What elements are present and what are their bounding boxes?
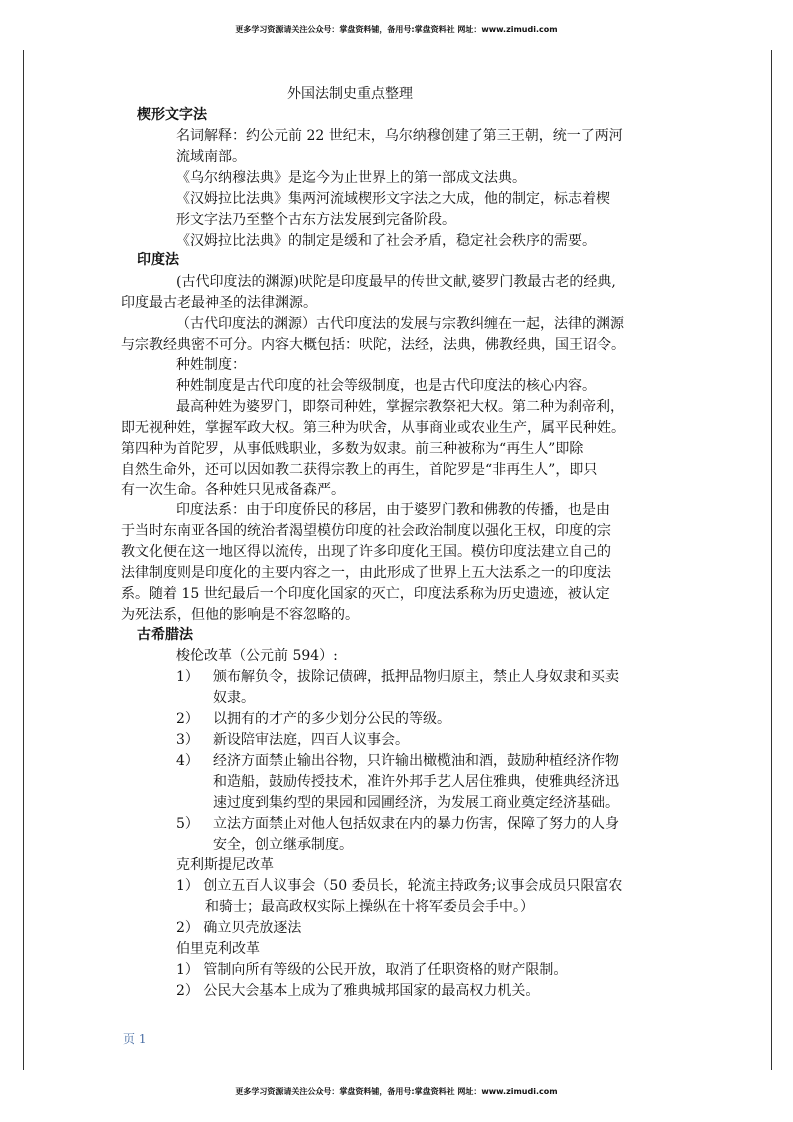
section-heading-indian-law: 印度法 [137,252,179,268]
paragraph-line: 第四种为首陀罗，从事低贱职业，多数为奴隶。前三种被称为“再生人”即除 [121,441,584,457]
page-header: 更多学习资源请关注公众号：掌盘资料铺，备用号:掌盘资料社 网址：www.zimudi.com [235,25,558,34]
subheading-cleisthenes-reform: 克利斯提尼改革 [176,857,274,873]
section-heading-cuneiform-law: 楔形文字法 [137,107,207,123]
paragraph-line: 形文字法乃至整个古东方法发展到完备阶段。 [176,212,456,228]
paragraph-line: 有一次生命。各种姓只见戒备森严。 [121,482,345,498]
paragraph-line: (古代印度法的渊源)吠陀是印度最早的传世文献,婆罗门教最古老的经典, [176,274,616,290]
page-footer: 更多学习资源请关注公众号：掌盘资料铺，备用号:掌盘资料社 网址：www.zimudi.com [235,1087,558,1096]
paragraph-line: 为死法系，但他的影响是不容忽略的。 [121,607,359,623]
list-item-line: 立法方面禁止对他人包括奴隶在内的暴力伤害，保障了努力的人身 [213,816,619,832]
section-heading-ancient-greek-law: 古希腊法 [137,627,193,643]
list-item-line: 和骑士；最高政权实际上操纵在十将军委员会手中。） [205,899,534,915]
list-item-line: 速过度到集约型的果园和园圃经济，为发展工商业奠定经济基础。 [213,795,619,811]
paragraph-line: 《汉姆拉比法典》的制定是缓和了社会矛盾，稳定社会秩序的需要。 [176,233,596,249]
list-item-line: 2） 确立贝壳放逐法 [176,920,302,936]
left-border-line [23,50,24,1070]
list-item-line: 1） 管制向所有等级的公民开放，取消了任职资格的财产限制。 [176,962,568,978]
list-item-line: 新设陪审法庭，四百人议事会。 [213,732,409,748]
list-number: 1） [176,669,199,685]
list-number: 4） [176,753,199,769]
list-number: 2） [176,711,199,727]
paragraph-line: 于当时东南亚各国的统治者渴望模仿印度的社会政治制度以强化王权，印度的宗 [121,523,611,539]
list-item-line: 奴隶。 [213,690,255,706]
list-item-line: 1） 创立五百人议事会（50 委员长，轮流主持政务;议事会成员只限富农 [176,878,623,894]
subheading-solon-reform: 梭伦改革（公元前 594）: [176,648,338,664]
paragraph-line: 自然生命外，还可以因如教二获得宗教上的再生，首陀罗是“非再生人”，即只 [121,462,598,478]
list-item-line: 安全，创立继承制度。 [213,837,353,853]
paragraph-line: 最高种姓为婆罗门，即祭司种姓，掌握宗教祭祀大权。第二种为刹帝利， [176,399,624,415]
subheading-pericles-reform: 伯里克利改革 [176,941,260,957]
paragraph-line: 教文化便在这一地区得以流传，出现了许多印度化王国。模仿印度法建立自己的 [121,544,611,560]
paragraph-line: 与宗教经典密不可分。内容大概包括：吠陀，法经，法典，佛教经典，国王诏令。 [121,337,625,353]
list-number: 5） [176,816,199,832]
paragraph-line: （古代印度法的渊源）古代印度法的发展与宗教纠缠在一起，法律的渊源 [176,316,624,332]
list-item-line: 颁布解负令，拔除记债碑，抵押品物归原主，禁止人身奴隶和买卖 [213,669,619,685]
list-item-line: 和造船，鼓励传授技术，准许外邦手艺人居住雅典，使雅典经济迅 [213,774,619,790]
paragraph-line: 种姓制度： [176,357,246,373]
list-item-line: 以拥有的才产的多少划分公民的等级。 [213,711,451,727]
paragraph-line: 印度法系：由于印度侨民的移居，由于婆罗门教和佛教的传播，也是由 [176,502,610,518]
paragraph-line: 种姓制度是古代印度的社会等级制度，也是古代印度法的核心内容。 [176,378,596,394]
list-item-line: 2） 公民大会基本上成为了雅典城邦国家的最高权力机关。 [176,983,540,999]
right-border-line [771,50,772,1070]
paragraph-line: 即无视种姓，掌握军政大权。第三种为吠舍，从事商业或农业生产，属平民种姓。 [121,420,625,436]
paragraph-line: 印度最古老最神圣的法律渊源。 [121,295,317,311]
list-item-line: 经济方面禁止输出谷物，只许输出橄榄油和酒，鼓励种植经济作物 [213,753,619,769]
list-number: 3） [176,732,199,748]
paragraph-line: 系。随着 15 世纪最后一个印度化国家的灭亡，印度法系称为历史遗迹，被认定 [121,586,610,602]
document-title: 外国法制史重点整理 [287,86,413,102]
paragraph-line: 名词解释：约公元前 22 世纪末，乌尔纳穆创建了第三王朝，统一了两河 [176,128,623,144]
paragraph-line: 流域南部。 [176,149,246,165]
page-number: 页 1 [123,1032,147,1046]
paragraph-line: 《汉姆拉比法典》集两河流域楔形文字法之大成，他的制定，标志着楔 [176,191,610,207]
paragraph-line: 法律制度则是印度化的主要内容之一，由此形成了世界上五大法系之一的印度法 [121,565,611,581]
paragraph-line: 《乌尔纳穆法典》是迄今为止世界上的第一部成文法典。 [176,170,526,186]
